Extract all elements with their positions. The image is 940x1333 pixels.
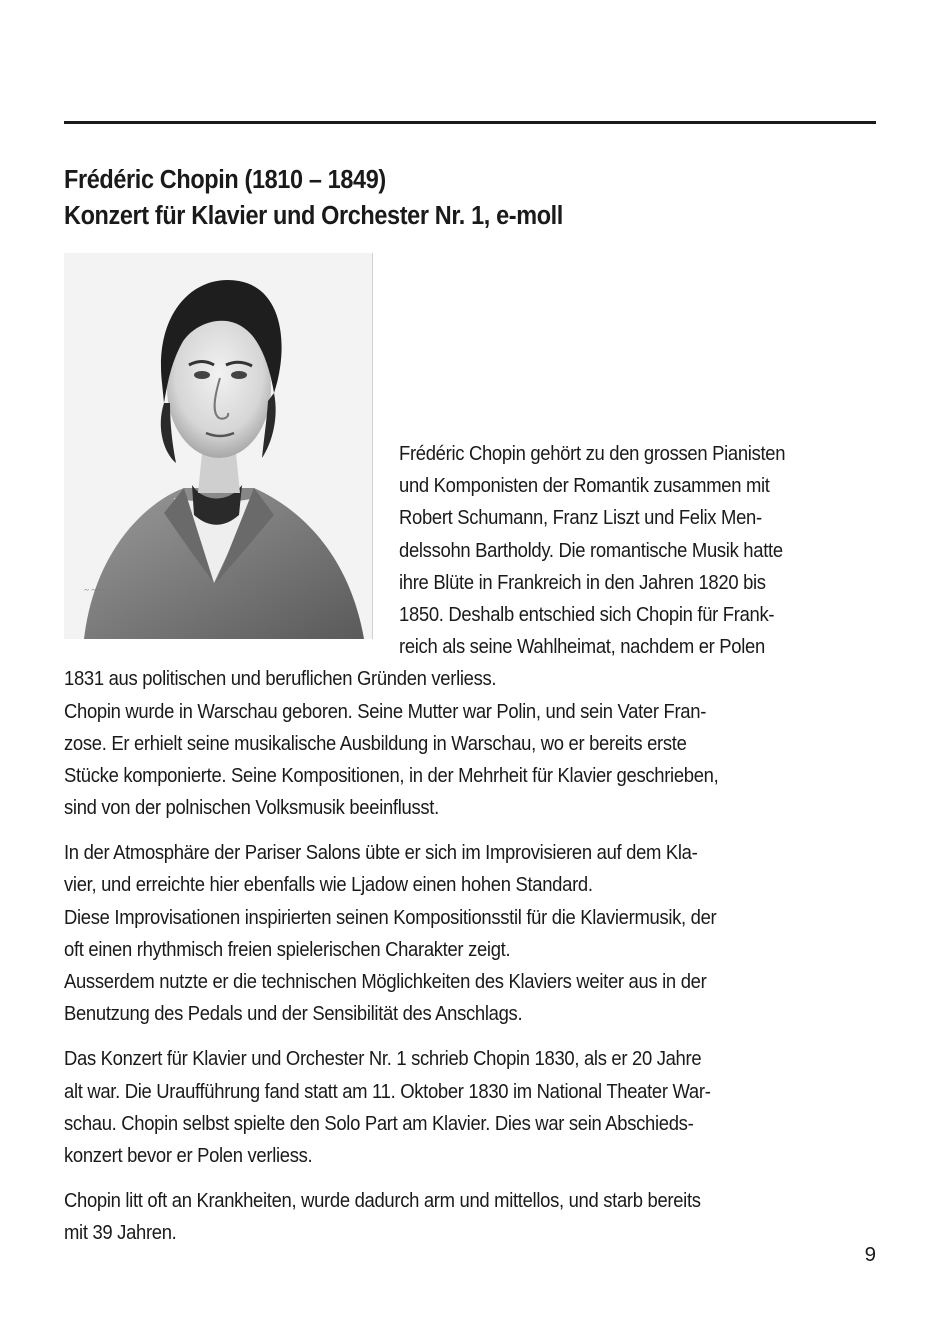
text-line: 1850. Deshalb entschied sich Chopin für Frank- — [399, 602, 775, 626]
text-line: Ausserdem nutzte er die technischen Möglichkeiten des Klaviers weiter aus in der — [64, 970, 707, 993]
title-line-1: Frédéric Chopin (1810 – 1849) — [64, 166, 386, 194]
text-line: vier, und erreichte hier ebenfalls wie Ljadow einen hohen Standard. — [64, 873, 593, 897]
intro-paragraph — [64, 438, 876, 663]
text-line: oft einen rhythmisch freien spielerischen Charakter zeigt. — [64, 937, 511, 961]
text-line: Chopin wurde in Warschau geboren. Seine Mutter war Polin, und sein Vater Fran- — [64, 699, 707, 723]
text-line: reich als seine Wahlheimat, nachdem er Polen — [399, 635, 765, 659]
text-line: Robert Schumann, Franz Liszt und Felix Men- — [399, 506, 762, 530]
text-line: ihre Blüte in Frankreich in den Jahren 1820 bis — [399, 570, 766, 594]
text-line: Das Konzert für Klavier und Orchester Nr. 1 schrieb Chopin 1830, als er 20 Jahre — [64, 1047, 702, 1071]
title-line-2: Konzert für Klavier und Orchester Nr. 1, e-moll — [64, 202, 563, 230]
article-body — [64, 438, 876, 1250]
text-line: Diese Improvisationen inspirierten seinen Kompositionsstil für die Klaviermusik, der — [64, 905, 717, 929]
text-line: schau. Chopin selbst spielte den Solo Part am Klavier. Dies war sein Abschieds- — [64, 1111, 694, 1135]
paragraph-1 — [64, 663, 876, 824]
paragraph-3 — [64, 1043, 876, 1172]
paragraph-2 — [64, 837, 876, 1030]
text-line: mit 39 Jahren. — [64, 1221, 177, 1245]
text-line: und Komponisten der Romantik zusammen mit — [399, 474, 770, 498]
text-line: konzert bevor er Polen verliess. — [64, 1143, 313, 1167]
text-line: 1831 aus politischen und beruflichen Gründen verliess. — [64, 667, 497, 691]
top-rule — [64, 121, 876, 124]
text-line: zose. Er erhielt seine musikalische Ausbildung in Warschau, wo er bereits erste — [64, 731, 687, 755]
text-line: Stücke komponierte. Seine Kompositionen, in der Mehrheit für Klavier geschrieben, — [64, 763, 719, 787]
text-line: sind von der polnischen Volksmusik beeinflusst. — [64, 796, 439, 820]
text-line: Frédéric Chopin gehört zu den grossen Pianisten — [399, 442, 786, 465]
page-title — [64, 162, 563, 234]
text-line: Benutzung des Pedals und der Sensibilität des Anschlags. — [64, 1002, 523, 1026]
text-line: delssohn Bartholdy. Die romantische Musik hatte — [399, 538, 783, 562]
paragraph-4 — [64, 1185, 876, 1249]
text-line: Chopin litt oft an Krankheiten, wurde dadurch arm und mittellos, und starb bereits — [64, 1189, 701, 1213]
portrait-signature: ~ ~~~ — [84, 585, 106, 595]
text-line: In der Atmosphäre der Pariser Salons übte er sich im Improvisieren auf dem Kla- — [64, 841, 698, 865]
text-line: alt war. Die Uraufführung fand statt am 11. Oktober 1830 im National Theater War- — [64, 1079, 711, 1103]
page-number: 9 — [864, 1243, 876, 1266]
